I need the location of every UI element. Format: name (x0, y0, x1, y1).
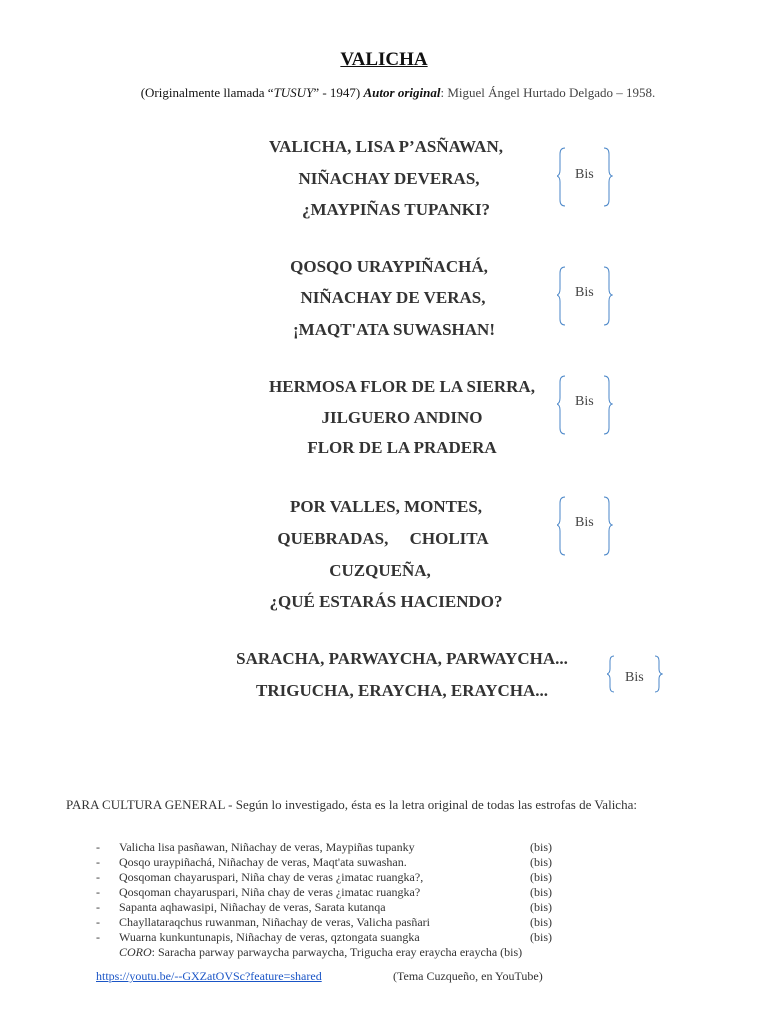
verse-text: Qosqoman chayaruspari, Niña chay de veras ¿imatac ruangka? (119, 885, 421, 899)
stanza-3-line-3: FLOR DE LA PRADERA (307, 438, 497, 457)
original-name: TUSUY (273, 85, 314, 100)
subtitle-pre: (Originalmente llamada “ (140, 85, 274, 100)
list-item (96, 900, 566, 915)
bis-label-4: Bis (575, 515, 594, 530)
bis-label-1: Bis (575, 167, 594, 182)
list-item (96, 855, 566, 870)
stanza-4-line-1: POR VALLES, MONTES, (289, 497, 483, 516)
stanza-2-line-3: ¡MAQT'ATA SUWASHAN! (293, 320, 495, 339)
verse-bis: (bis) (530, 870, 552, 884)
subtitle (0, 85, 768, 101)
coro-line (96, 945, 566, 960)
stanza-3-line-1: HERMOSA FLOR DE LA SIERRA, (269, 377, 535, 396)
verse-text: Valicha lisa pasñawan, Niñachay de veras, Maypiñas tupanky (119, 840, 415, 854)
list-dash: - (96, 915, 100, 929)
list-item (96, 885, 566, 900)
author-name: : Miguel Ángel Hurtado Delgado – 1958. (440, 85, 656, 100)
page-title: VALICHA (340, 49, 428, 70)
list-dash: - (96, 855, 100, 869)
stanza-5-line-2: TRIGUCHA, ERAYCHA, ERAYCHA... (255, 681, 549, 700)
stanza-1-line-1: VALICHA, LISA P’ASÑAWAN, (269, 137, 503, 156)
bis-label-5: Bis (625, 670, 644, 685)
verse-text: Sapanta aqhawasipi, Niñachay de veras, Sarata kutanqa (119, 900, 386, 914)
list-dash: - (96, 840, 100, 854)
verse-bis: (bis) (530, 900, 552, 914)
list-dash: - (96, 870, 100, 884)
list-item (96, 930, 566, 945)
verse-list (96, 840, 566, 960)
stanza-4-line-2: QUEBRADAS, CHOLITA (277, 529, 489, 548)
bis-label-3: Bis (575, 394, 594, 409)
stanza-1-line-3: ¿MAYPIÑAS TUPANKI? (301, 200, 491, 219)
list-item (96, 915, 566, 930)
stanza-1-line-2: NIÑACHAY DEVERAS, (298, 169, 480, 188)
cultural-note: PARA CULTURA GENERAL - Según lo investigado, ésta es la letra original de todas las estrofas de Valicha: (66, 797, 637, 812)
list-dash: - (96, 930, 100, 944)
verse-bis: (bis) (530, 885, 552, 899)
subtitle-mid: ” - 1947) (313, 85, 364, 100)
verse-bis: (bis) (530, 855, 552, 869)
coro-label: CORO (119, 945, 152, 959)
verse-text: Qosqoman chayaruspari, Niña chay de veras ¿imatac ruangka?, (119, 870, 424, 884)
verse-text: Wuarna kunkuntunapis, Niñachay de veras, qztongata suangka (119, 930, 420, 944)
stanza-4-line-3: CUZQUEÑA, (329, 561, 431, 580)
coro-text: : Saracha parway parwaycha parwaycha, Trigucha eray eraycha eraycha (bis) (151, 945, 523, 959)
verse-text: Qosqo uraypiñachá, Niñachay de veras, Maqt'ata suwashan. (119, 855, 407, 869)
list-item (96, 840, 566, 855)
stanza-5-line-1: SARACHA, PARWAYCHA, PARWAYCHA... (236, 649, 568, 668)
list-dash: - (96, 885, 100, 899)
stanza-2-line-1: QOSQO URAYPIÑACHÁ, (290, 257, 488, 276)
verse-bis: (bis) (530, 930, 552, 944)
verse-bis: (bis) (530, 840, 552, 854)
verse-text: Chayllataraqchus ruwanman, Niñachay de veras, Valicha pasñari (119, 915, 430, 929)
youtube-link[interactable]: https://youtu.be/--GXZatOVSc?feature=shared (96, 969, 322, 983)
list-dash: - (96, 900, 100, 914)
stanza-4-line-4: ¿QUÉ ESTARÁS HACIENDO? (269, 592, 503, 611)
stanza-2-line-2: NIÑACHAY DE VERAS, (300, 288, 486, 307)
bis-label-2: Bis (575, 285, 594, 300)
stanza-3-line-2: JILGUERO ANDINO (321, 408, 483, 427)
youtube-note: (Tema Cuzqueño, en YouTube) (393, 969, 543, 983)
list-item (96, 870, 566, 885)
verse-bis: (bis) (530, 915, 552, 929)
author-label: Autor original (363, 85, 441, 100)
